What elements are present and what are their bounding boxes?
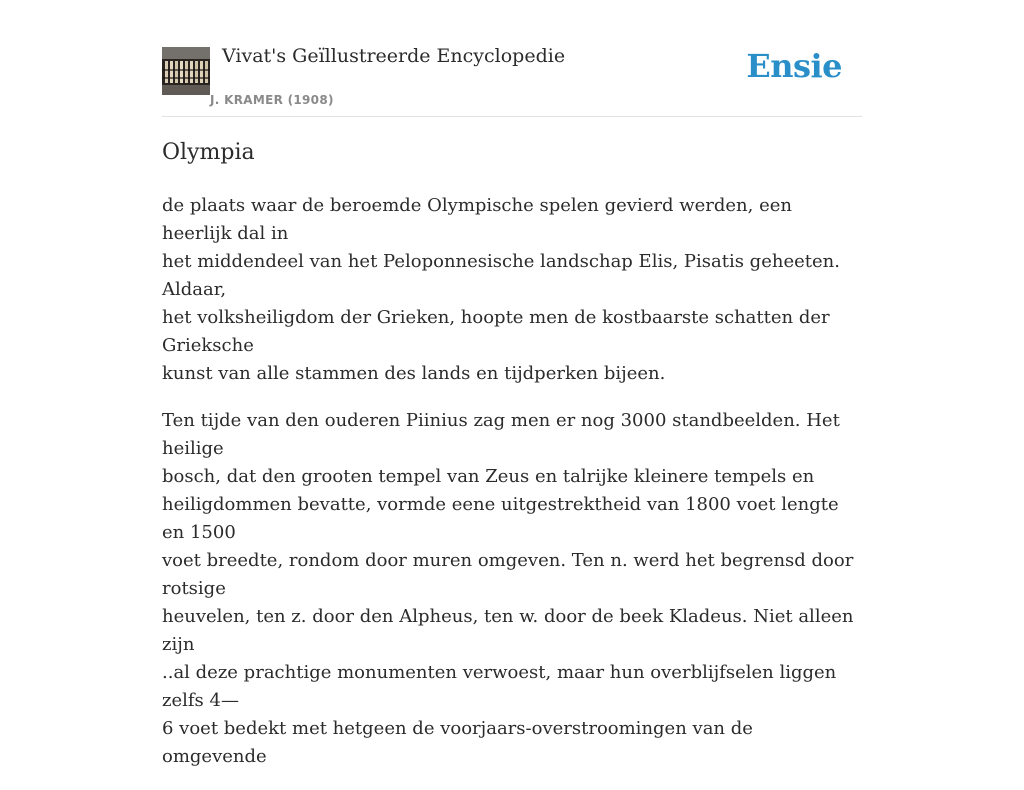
- paragraph-line: het volksheiligdom der Grieken, hoopte men de kostbaarste schatten der Grieksche: [162, 307, 830, 356]
- paragraph-line: het middendeel van het Peloponnesische landschap Elis, Pisatis geheeten. Aldaar,: [162, 251, 840, 300]
- paragraph-line: voet breedte, rondom door muren omgeven. Ten n. werd het begrensd door rotsige: [162, 550, 854, 599]
- source-title[interactable]: Vivat's Geïllustreerde Encyclopedie: [222, 45, 566, 67]
- paragraph-line: Ten tijde van den ouderen Piinius zag men er nog 3000 standbeelden. Het heilige: [162, 410, 840, 459]
- article-title: Olympia: [162, 140, 255, 165]
- paragraph-line: kunst van alle stammen des lands en tijdperken bijeen.: [162, 363, 666, 384]
- paragraph-line: heuvelen, ten z. door den Alpheus, ten w. door de beek Kladeus. Niet alleen zijn: [162, 606, 854, 655]
- source-author: J. KRAMER (1908): [210, 93, 334, 107]
- paragraph-line: bosch, dat den grooten tempel van Zeus en talrijke kleinere tempels en: [162, 466, 815, 487]
- paragraph-line: de plaats waar de beroemde Olympische spelen gevierd werden, een heerlijk dal in: [162, 195, 792, 244]
- source-header: [162, 0, 862, 117]
- article-paragraph: [162, 407, 862, 771]
- paragraph-line: ..al deze prachtige monumenten verwoest, maar hun overblijfselen liggen zelfs 4—: [162, 662, 837, 711]
- content-container: [162, 0, 862, 767]
- ensie-logo-link[interactable]: Ensie: [746, 47, 842, 85]
- article-body: [162, 192, 862, 790]
- paragraph-line: 6 voet bedekt met hetgeen de voorjaars-overstroomingen van de omgevende: [162, 718, 753, 767]
- paragraph-line: heiligdommen bevatte, vormde eene uitgestrektheid van 1800 voet lengte en 1500: [162, 494, 839, 543]
- book-spines-icon: [162, 47, 210, 95]
- source-avatar[interactable]: [162, 47, 210, 95]
- article-paragraph: [162, 192, 862, 388]
